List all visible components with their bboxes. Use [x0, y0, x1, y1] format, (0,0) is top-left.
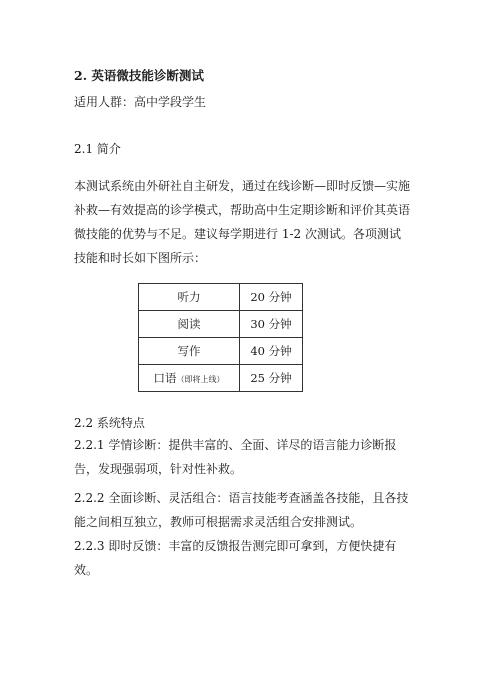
skill-cell — [139, 284, 240, 311]
feature-item: 2.2.1 学情诊断：提供丰富的、全面、详尽的语言能力诊断报告，发现强弱项，针对性补救。 — [74, 438, 397, 476]
table-row — [139, 365, 303, 392]
intro-paragraph: 本测试系统由外研社自主研发，通过在线诊断—即时反馈—实施补救—有效提高的诊学模式，帮助高中生定期诊断和评价其英语微技能的优势与不足。建议每学期进行 1-2 次测试。各项测试技能和时长如下图所示： — [74, 179, 411, 265]
feature-item: 2.2.2 全面诊断、灵活组合：语言技能考查涵盖各技能，且各技能之间相互独立，教师可根据需求灵活组合安排测试。 — [74, 491, 409, 529]
features-heading: 2.2 系统特点 — [74, 416, 145, 430]
table-row — [139, 338, 303, 365]
section-heading: 2. 英语微技能诊断测试 — [74, 68, 204, 83]
time-cell: 25 分钟 — [240, 365, 303, 392]
skill-cell — [139, 311, 240, 338]
time-cell: 20 分钟 — [240, 284, 303, 311]
skill-cell — [139, 365, 240, 392]
feature-item: 2.2.3 即时反馈：丰富的反馈报告测完即可拿到，方便快捷有效。 — [74, 539, 397, 577]
table-row — [139, 284, 303, 311]
intro-heading: 2.1 简介 — [74, 142, 121, 156]
skill-label: 阅读 — [177, 317, 201, 331]
skill-label: 听力 — [177, 290, 201, 304]
test-duration-table — [138, 283, 303, 392]
skill-label: 写作 — [177, 344, 201, 358]
skill-label: 口语 — [153, 371, 177, 385]
time-cell: 30 分钟 — [240, 311, 303, 338]
audience-line: 适用人群：高中学段学生 — [74, 95, 207, 109]
table-row — [139, 311, 303, 338]
time-cell: 40 分钟 — [240, 338, 303, 365]
skill-cell — [139, 338, 240, 365]
skill-note: （即将上线） — [176, 375, 225, 384]
